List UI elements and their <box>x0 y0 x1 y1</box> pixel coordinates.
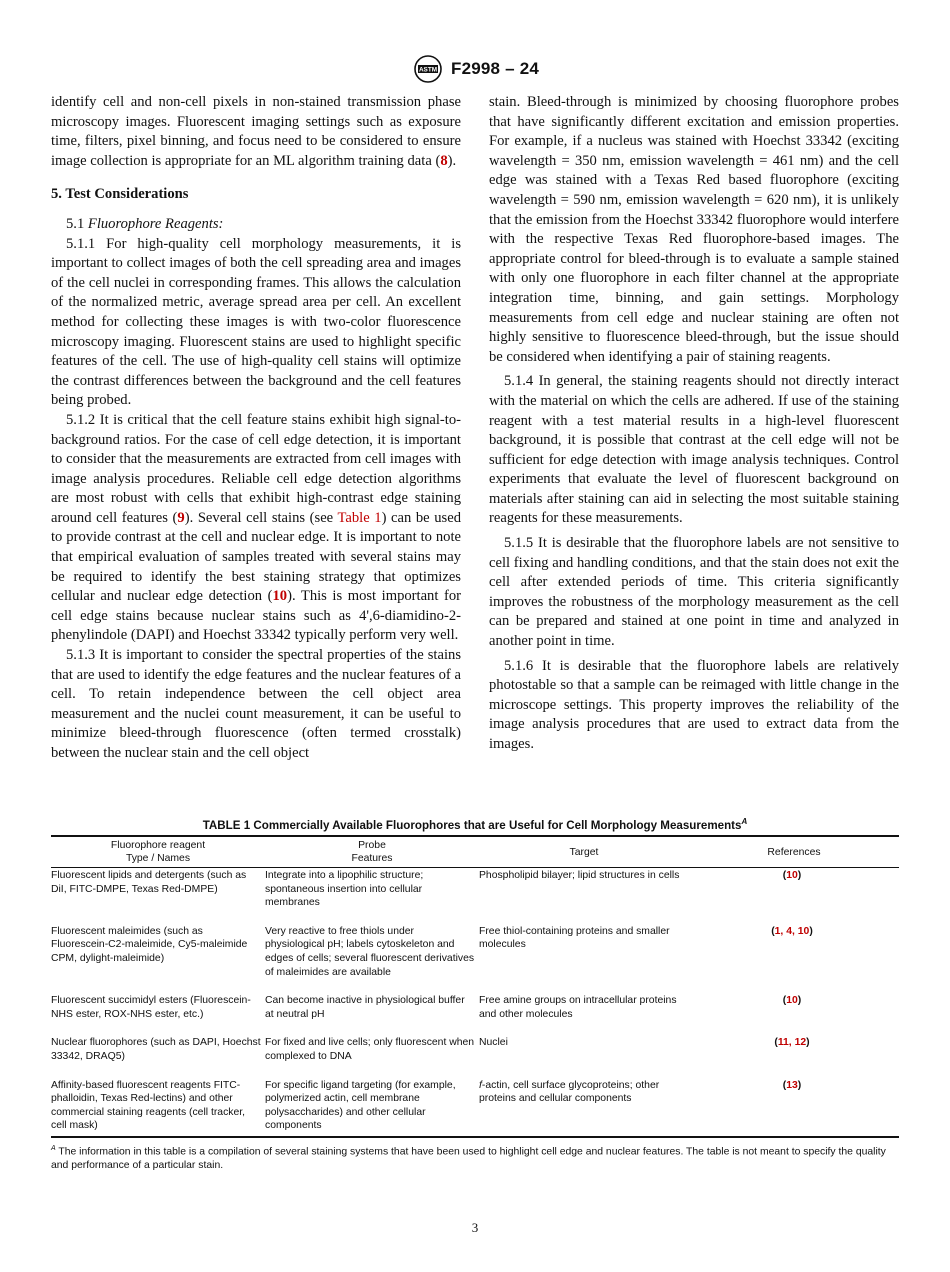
table-row <box>51 868 899 924</box>
header-reagent: Fluorophore reagent Type / Names <box>110 839 206 865</box>
cell-references: (10) <box>782 995 802 1007</box>
cell-features: For specific ligand targeting (for example, polymerized actin, cell membrane polysaccharides) and other cellular components <box>265 1079 456 1132</box>
cell-target: Free thiol-containing proteins and smaller molecules <box>479 925 670 951</box>
section-heading: 5. Test Considerations <box>51 186 189 203</box>
table-link[interactable]: Table 1 <box>337 509 382 526</box>
table-row <box>51 924 899 993</box>
subsection-title: 5.1 Fluorophore Reagents: <box>66 215 224 232</box>
page-number: 3 <box>471 1220 479 1235</box>
cell-target: Nuclei <box>479 1037 508 1049</box>
table-footnote: $^A$ The information in this table is a compilation of several staining systems that have been used to highlight cell edge and nuclear features. The table is not meant to specify the quality and performance of a particular stain. <box>51 1144 886 1172</box>
fluorophore-table-section <box>51 817 899 1173</box>
reference-link[interactable]: 10 <box>786 870 798 882</box>
paragraph-5-1-2: 5.1.2 It is critical that the cell feature stains exhibit high signal-to-background ratios. For the case of cell edge detection, it is important to consider that the measurements are extracted from cell images with image analysis procedures. Reliable cell edge detection algorithms are most robust with cells that exhibit high-contrast edge staining around cell features (9). Several cell stains (see Table 1) can be used to provide contrast at the cell and nuclear edge. It is important to note that empirical evaluation of samples treated with several stains may be required to identify the best staining strategy that optimizes cellular and nuclear edge detection (10). This is most important for cell edge stains because nuclear stains such as 4',6-diamidino-2-phenylindole (DAPI) and Hoechst 33342 typically perform very well. <box>51 411 462 644</box>
paragraph-5-1-1: 5.1.1 For high-quality cell morphology measurements, it is important to collect images of both the cell spreading area and images of the cell nuclei in corresponding frames. This allows the calculation of the normalized metric, average spread area per cell. An excellent method for collecting these images is with two-color fluorescence microscopy imaging. Fluorescent stains are used to highlight specific features of the cell. The use of high-quality cell stains will optimize the contrast differences between the background and the cell features being probed. <box>51 235 461 409</box>
page-header <box>0 54 950 84</box>
reference-link[interactable]: 10 <box>786 995 798 1007</box>
reference-link[interactable]: 1, 4, 10 <box>774 925 810 937</box>
cell-target: Phospholipid bilayer; lipid structures in cells <box>479 870 680 882</box>
paragraph-5-1-5: 5.1.5 It is desirable that the fluorophore labels are not sensitive to cell fixing and handling conditions, and that the stain does not exit the cell after extended periods of time. This criteria significantly improves the robustness of the morphology measurement as the cell can be prepared and stained at one point in time and analyzed in another point in time. <box>489 535 899 650</box>
cell-references: (11, 12) <box>774 1037 810 1049</box>
reference-link[interactable]: 10 <box>272 588 288 605</box>
document-designation: F2998 – 24 <box>450 59 539 78</box>
table-row <box>51 993 899 1035</box>
cell-references: (13) <box>782 1079 802 1091</box>
cell-features: Very reactive to free thiols under physiological pH; labels cytoskeleton and edges of cells; several fluorescent derivatives of maleimides are available <box>265 925 475 978</box>
fluorophore-table <box>51 835 899 1138</box>
cell-features: For fixed and live cells; only fluorescent when complexed to DNA <box>265 1037 475 1062</box>
cell-reagent: Affinity-based fluorescent reagents FITC-phalloidin, Texas Red-lectins) and other commercial staining reagents (cell tracker, cell mask) <box>51 1079 246 1132</box>
cell-reagent: Fluorescent succimidyl esters (Fluorescein-NHS ester, ROX-NHS ester, etc.) <box>51 995 251 1020</box>
cell-target: f-actin, cell surface glycoproteins; other proteins and cellular components <box>479 1079 660 1105</box>
cell-references: (1, 4, 10) <box>771 925 813 937</box>
table-row <box>51 1035 899 1077</box>
right-column <box>489 93 899 755</box>
cell-features: Integrate into a lipophilic structure; spontaneous insertion into cellular membranes <box>265 870 424 909</box>
cell-features: Can become inactive in physiological buffer at neutral pH <box>265 995 465 1020</box>
reference-link[interactable]: 11, 12 <box>777 1037 807 1049</box>
paragraph-5-1-3-continued: stain. Bleed-through is minimized by choosing fluorophore probes that have significantly different excitation and emission properties. For example, if a nucleus was stained with Hoechst 33342 (exciting wavelength = 350 nm, emission wavelength = 461 nm) and the cell edge was stained with a Texas Red based fluorophore (exciting wavelength = 590 nm, emission wavelength = 620 nm), it is unlikely that the emission from the Hoechst 33342 fluorophore would interfere with the respective Texas Red fluorophore-based images. The appropriate control for bleed-through is to evaluate a sample stained with only one fluorophore in each filter channel at the appropriate integration time, binning, and gain settings. Morphology measurements from cell edge and nuclear staining are often not highly sensitive to fluorescence bleed-through, but the issue should be considered when identifying a pair of staining reagents. <box>489 94 899 365</box>
reference-link[interactable]: 9 <box>177 509 185 526</box>
table-header-row <box>51 836 899 868</box>
left-column <box>51 93 461 764</box>
paragraph-5-1-3: 5.1.3 It is important to consider the spectral properties of the stains that are used to identify the edge features and the nuclear features of a cell. To retain independence between the cell object area measurement and the nuclei count measurement, it can be useful to minimize bleed-through fluorescence (often termed crosstalk) between the nuclear stain and the cell object <box>51 647 461 761</box>
cell-reagent: Fluorescent maleimides (such as Fluorescein-C2-maleimide, Cy5-maleimide CPM, dylight-maleimide) <box>51 925 248 965</box>
cell-reagent: Fluorescent lipids and detergents (such as DiI, FITC-DMPE, Texas Red-DMPE) <box>51 870 247 895</box>
table-title: TABLE 1 Commercially Available Fluorophores that are Useful for Cell Morphology Measurements$^A$ <box>202 817 748 832</box>
svg-text:ASTM: ASTM <box>418 66 438 74</box>
paragraph-ml-training: identify cell and non-cell pixels in non-stained transmission phase microscopy images. Fluorescent imaging settings such as exposure time, filters, pixel binning, and focus need to be considered to ensure image collection is appropriate for an ML algorithm training data (8). <box>51 94 461 169</box>
cell-references: (10) <box>782 870 802 882</box>
table-row <box>51 1078 899 1137</box>
header-features: Probe Features <box>351 839 393 865</box>
cell-reagent: Nuclear fluorophores (such as DAPI, Hoechst 33342, DRAQ5) <box>51 1037 261 1062</box>
reference-link[interactable]: 8 <box>440 152 448 169</box>
cell-target: Free amine groups on intracellular proteins and other molecules <box>479 995 677 1020</box>
header-target: Target <box>569 846 599 858</box>
paragraph-5-1-6: 5.1.6 It is desirable that the fluorophore labels are relatively photostable so that a sample can be reimaged with little change in the microscope settings. This property improves the reliability of the image analysis procedures that are used to extract data from the images. <box>489 657 899 752</box>
paragraph-5-1-4: 5.1.4 In general, the staining reagents should not directly interact with the material on which the cells are adhered. If use of the staining reagent with a test material results in a high-level fluorescent background, it is possible that contrast at the cell edge will not be sufficient for edge detection with image analysis techniques. Control experiments that evaluate the level of fluorescent background on materials after staining can aid in selecting the most suitable staining reagents for these measurements. <box>489 373 899 527</box>
header-references: References <box>767 846 821 858</box>
reference-link[interactable]: 13 <box>786 1079 798 1091</box>
astm-logo-icon <box>411 55 445 83</box>
